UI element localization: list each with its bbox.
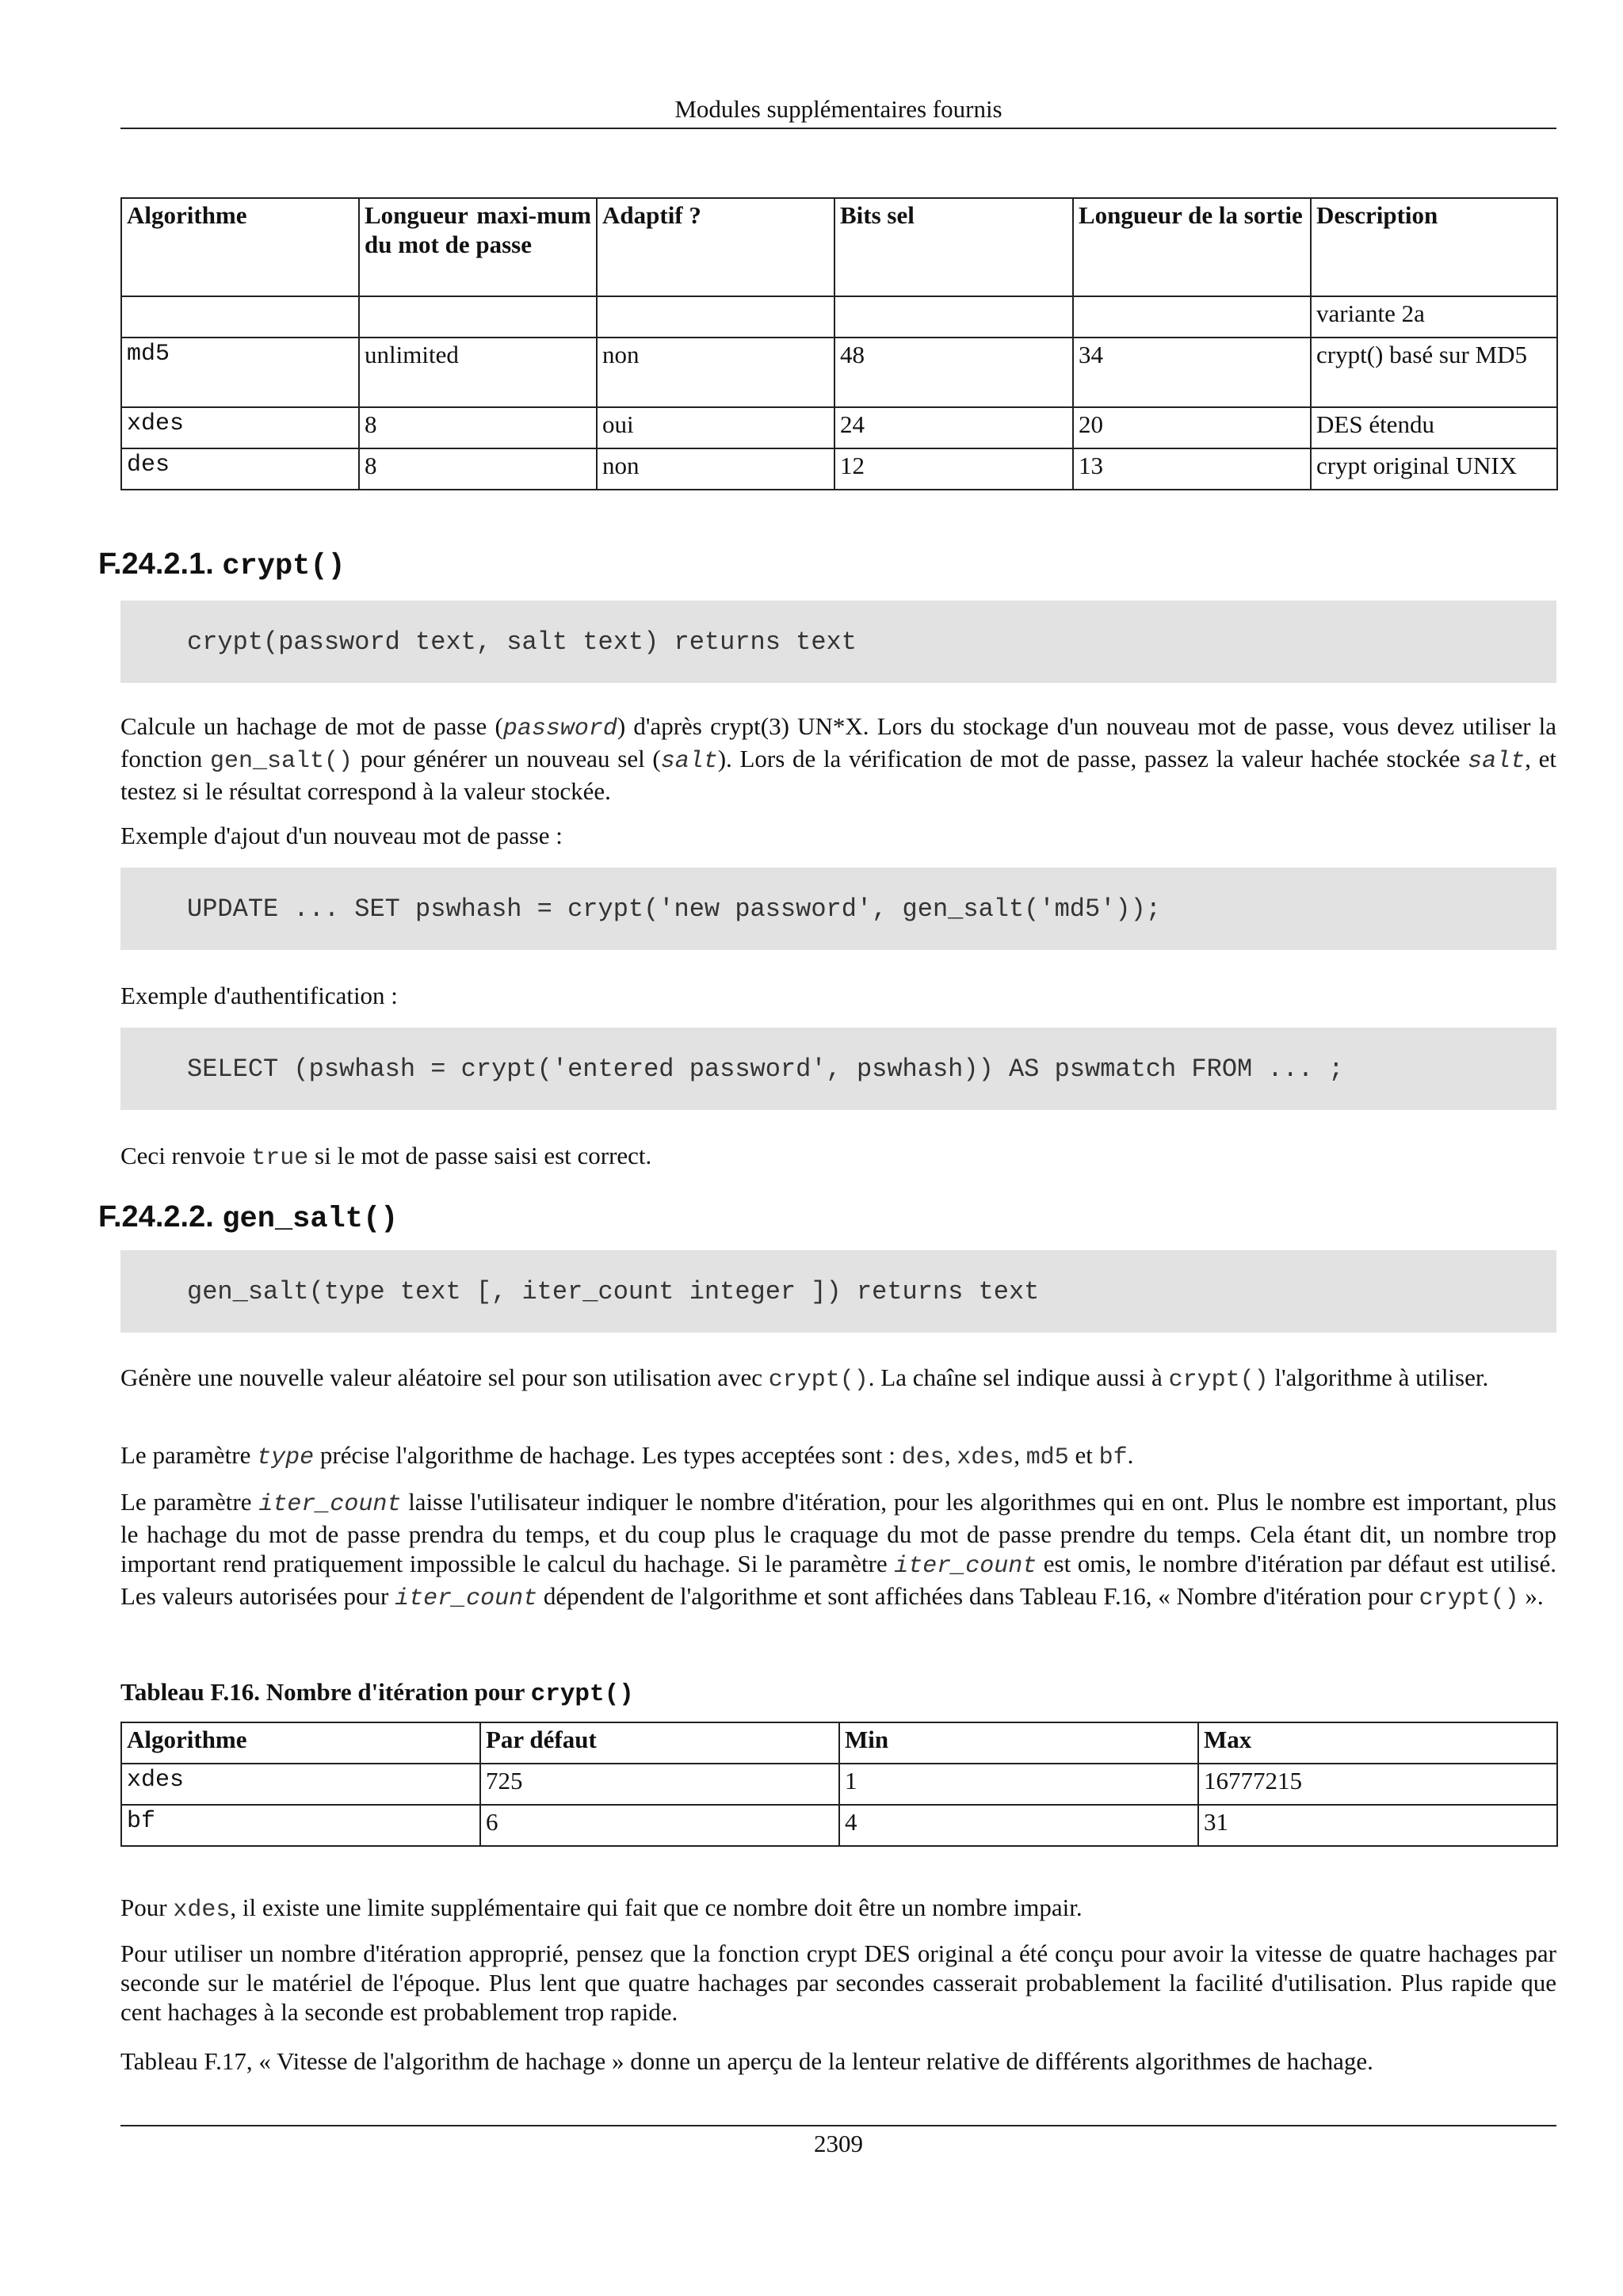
algorithm-cell: xdes: [121, 1764, 480, 1805]
output-length-cell: 34: [1073, 338, 1311, 407]
column-header: Algorithme: [121, 1722, 480, 1764]
header-rule: [120, 128, 1556, 129]
text-run: est omis, le nombre d'itération par défaut est utilisé. Les valeurs autorisées pour: [120, 1550, 1556, 1610]
min-cell: 1: [839, 1764, 1198, 1805]
text-run: , il existe une limite supplémentaire qui fait que ce nombre doit être un nombre impair.: [230, 1894, 1083, 1921]
salt-bits-cell: 48: [834, 338, 1073, 407]
column-header: Adaptif ?: [597, 198, 834, 296]
adaptive-cell: oui: [597, 407, 834, 448]
running-header: Modules supplémentaires fournis: [674, 95, 1002, 123]
text-run: l'algorithme à utiliser.: [1268, 1363, 1489, 1391]
column-header: Min: [839, 1722, 1198, 1764]
output-length-cell: 20: [1073, 407, 1311, 448]
iteration-table: [120, 1722, 1558, 1847]
adaptive-cell: [597, 296, 834, 338]
gen-salt-signature-code: gen_salt(type text [, iter_count integer ]) returns text: [120, 1250, 1556, 1333]
algorithm-cell: des: [121, 448, 359, 490]
table-header-row: [121, 198, 1557, 296]
gen-salt-description: [120, 1363, 1556, 1395]
function-crypt: crypt(): [768, 1367, 869, 1394]
xdes-note: [120, 1893, 1556, 1925]
max-length-cell: 8: [359, 407, 597, 448]
iteration-advice: Pour utiliser un nombre d'itération approprié, pensez que la fonction crypt DES original a été conçu pour avoir la vitesse de quatre hachages par seconde sur le matériel de l'époque. Plus lent que quatre hachages par secondes casserait probablement la facilité d'utilisation. Plus rapide que cent hachages à la seconde est probablement trop rapide.: [120, 1939, 1556, 2026]
column-header: Algorithme: [121, 198, 359, 296]
crypt-description: [120, 711, 1556, 806]
column-header: Longueur de la sortie: [1073, 198, 1311, 296]
crypt-result-note: [120, 1141, 1556, 1173]
page-number: 2309: [814, 2130, 863, 2157]
function-gen-salt: gen_salt(): [210, 748, 353, 775]
max-cell: 16777215: [1198, 1764, 1557, 1805]
default-cell: 6: [480, 1805, 839, 1846]
section-heading-crypt: [98, 545, 346, 585]
text-run: ) d'après crypt(3) UN*X. Lors du stockage d'un nouveau mot de passe, vous devez utiliser la fonction: [120, 712, 1556, 772]
description-cell: crypt original UNIX: [1311, 448, 1557, 490]
text-run: et: [1068, 1441, 1099, 1469]
literal-xdes: xdes: [957, 1444, 1014, 1471]
function-crypt: crypt(): [1168, 1367, 1269, 1394]
description-cell: variante 2a: [1311, 296, 1557, 338]
text-run: dépendent de l'algorithme et sont affichées dans Tableau F.16, « Nombre d'itération pour: [537, 1582, 1419, 1610]
text-run: Calcule un hachage de mot de passe (: [120, 712, 503, 740]
param-password: password: [502, 715, 617, 742]
adaptive-cell: non: [597, 338, 834, 407]
text-run: Génère une nouvelle valeur aléatoire sel pour son utilisation avec: [120, 1363, 769, 1391]
section-heading-gen-salt: [98, 1198, 398, 1238]
param-iter-count: iter_count: [395, 1585, 538, 1612]
text-run: Le paramètre: [120, 1488, 259, 1516]
param-iter-count: iter_count: [258, 1491, 402, 1518]
literal-xdes: xdes: [173, 1897, 231, 1924]
column-header: Description: [1311, 198, 1557, 296]
output-length-cell: [1073, 296, 1311, 338]
text-run: Le paramètre: [120, 1441, 258, 1469]
algorithms-table: [120, 197, 1558, 490]
max-length-cell: unlimited: [359, 338, 597, 407]
table-row: [121, 1764, 1557, 1805]
param-salt: salt: [660, 748, 718, 775]
description-cell: crypt() basé sur MD5: [1311, 338, 1557, 407]
table-row: [121, 1805, 1557, 1846]
literal-bf: bf: [1098, 1444, 1128, 1471]
default-cell: 725: [480, 1764, 839, 1805]
section-number: F.24.2.2.: [98, 1200, 214, 1234]
example-auth-code: SELECT (pswhash = crypt('entered password', pswhash)) AS pswmatch FROM ... ;: [120, 1028, 1556, 1110]
example-auth-label: Exemple d'authentification :: [120, 982, 398, 1009]
max-length-cell: 8: [359, 448, 597, 490]
text-run: Ceci renvoie: [120, 1142, 252, 1169]
table-header-row: [121, 1722, 1557, 1764]
param-iter-count: iter_count: [894, 1553, 1037, 1580]
param-type: type: [257, 1444, 315, 1471]
algorithm-cell: [121, 296, 359, 338]
max-length-cell: [359, 296, 597, 338]
algorithm-cell: xdes: [121, 407, 359, 448]
column-header: Longueur maxi-mum du mot de passe: [359, 198, 597, 296]
literal-true: true: [251, 1145, 309, 1172]
algorithm-cell: md5: [121, 338, 359, 407]
salt-bits-cell: [834, 296, 1073, 338]
text-run: ,: [944, 1441, 957, 1469]
crypt-signature-code: crypt(password text, salt text) returns text: [120, 601, 1556, 683]
text-run: . La chaîne sel indique aussi à: [868, 1363, 1169, 1391]
adaptive-cell: non: [597, 448, 834, 490]
salt-bits-cell: 12: [834, 448, 1073, 490]
caption-text: Tableau F.16. Nombre d'itération pour: [120, 1678, 531, 1706]
text-run: ,: [1014, 1441, 1026, 1469]
section-function-name: crypt(): [222, 550, 346, 583]
section-number: F.24.2.1.: [98, 547, 214, 581]
column-header: Max: [1198, 1722, 1557, 1764]
text-run: .: [1127, 1441, 1134, 1469]
text-run: précise l'algorithme de hachage. Les types acceptées sont :: [314, 1441, 902, 1469]
description-cell: DES étendu: [1311, 407, 1557, 448]
table-row: [121, 296, 1557, 338]
text-run: Pour: [120, 1894, 174, 1921]
column-header: Par défaut: [480, 1722, 839, 1764]
text-run: si le mot de passe saisi est correct.: [308, 1142, 652, 1169]
caption-code: crypt(): [530, 1680, 634, 1708]
min-cell: 4: [839, 1805, 1198, 1846]
table-row: [121, 338, 1557, 407]
type-parameter-note: [120, 1440, 1556, 1473]
function-crypt: crypt(): [1419, 1585, 1519, 1612]
text-run: laisse l'utilisateur indiquer le nombre d'itération, pour les algorithmes qui en ont. Plus le nombre est important, plus le hachage du mot de passe prendra du temps, et du coup plus le craquage du mot de passe prendre du temps. Cela étant dit, un nombre trop important rend pratiquement impossible le calcul du hachage. Si le paramètre: [120, 1488, 1556, 1577]
algorithm-cell: bf: [121, 1805, 480, 1846]
example-new-code: UPDATE ... SET pswhash = crypt('new password', gen_salt('md5'));: [120, 868, 1556, 950]
speed-table-reference: Tableau F.17, « Vitesse de l'algorithm de hachage » donne un aperçu de la lenteur relative de différents algorithmes de hachage.: [120, 2047, 1373, 2075]
text-run: ). Lors de la vérification de mot de passe, passez la valeur hachée stockée: [717, 745, 1468, 772]
table-row: [121, 448, 1557, 490]
text-run: pour générer un nouveau sel (: [353, 745, 661, 772]
literal-md5: md5: [1025, 1444, 1069, 1471]
text-run: , et testez si le résultat correspond à la valeur stockée.: [120, 745, 1556, 805]
section-function-name: gen_salt(): [222, 1203, 399, 1236]
text-run: ».: [1518, 1582, 1544, 1610]
iter-count-note: [120, 1487, 1556, 1614]
footer-rule: [120, 2125, 1556, 2126]
table-caption: [120, 1676, 634, 1711]
column-header: Bits sel: [834, 198, 1073, 296]
literal-des: des: [901, 1444, 945, 1471]
max-cell: 31: [1198, 1805, 1557, 1846]
table-row: [121, 407, 1557, 448]
salt-bits-cell: 24: [834, 407, 1073, 448]
output-length-cell: 13: [1073, 448, 1311, 490]
param-salt: salt: [1468, 748, 1526, 775]
example-new-label: Exemple d'ajout d'un nouveau mot de passe :: [120, 822, 563, 849]
